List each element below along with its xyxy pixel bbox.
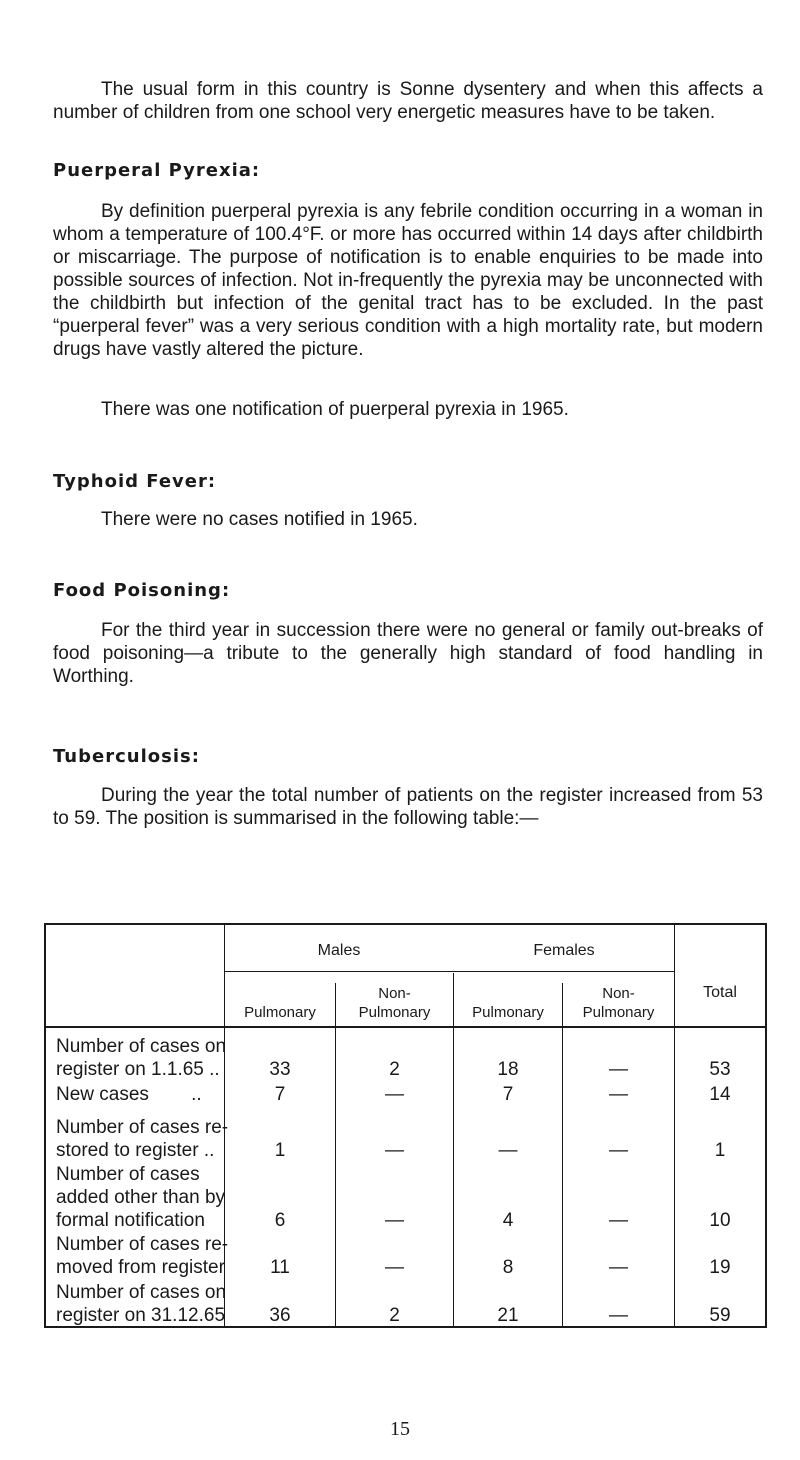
header-females: Females <box>533 942 595 959</box>
table-cell: 7 <box>502 1084 514 1105</box>
tuberculosis-paragraph: During the year the total number of patients on the register increased from 53 to 59. The position is summarised in the following table:— <box>53 785 763 829</box>
table-row-label: Number of cases on register on 1.1.65 .. <box>56 1036 227 1080</box>
table-cell: 14 <box>709 1084 731 1105</box>
tuberculosis-register-table <box>44 923 767 1328</box>
table-cell: 7 <box>274 1084 286 1105</box>
heading-food-poisoning: Food Poisoning: <box>53 580 231 601</box>
typhoid-paragraph: There were no cases notified in 1965. <box>101 509 418 530</box>
table-cell: — <box>385 1140 404 1161</box>
food-poisoning-paragraph: For the third year in succession there were no general or family out-breaks of food poisoning—a tribute to the generally high standard of food handling in Worthing. <box>53 620 763 687</box>
table-cell: 21 <box>497 1305 519 1326</box>
header-males: Males <box>317 942 361 959</box>
header-males-non-pulmonary: Non- Pulmonary <box>358 985 431 1021</box>
table-row-label: New cases .. <box>56 1084 202 1105</box>
table-cell: — <box>609 1084 628 1105</box>
heading-tuberculosis: Tuberculosis: <box>53 746 200 767</box>
header-total: Total <box>703 984 737 1001</box>
table-cell: — <box>385 1257 404 1278</box>
intro-paragraph: The usual form in this country is Sonne dysentery and when this affects a number of children from one school very energetic measures have to be taken. <box>53 79 763 123</box>
table-cell: 8 <box>502 1257 514 1278</box>
header-females-pulmonary: Pulmonary <box>472 1004 544 1021</box>
table-row-label: Number of cases re- moved from register <box>56 1234 229 1278</box>
table-cell: 10 <box>709 1210 731 1231</box>
table-border-top <box>44 923 767 925</box>
table-cell: — <box>609 1210 628 1231</box>
table-row-label: Number of cases re- stored to register .. <box>56 1117 229 1161</box>
table-cell: 36 <box>269 1305 291 1326</box>
table-cell: — <box>385 1084 404 1105</box>
table-cell: 6 <box>274 1210 286 1231</box>
heading-puerperal-pyrexia: Puerperal Pyrexia: <box>53 160 261 181</box>
heading-typhoid-fever: Typhoid Fever: <box>53 471 217 492</box>
table-cell: — <box>385 1210 404 1231</box>
table-group-rule <box>225 971 674 972</box>
table-cell: — <box>609 1305 628 1326</box>
table-cell: — <box>609 1140 628 1161</box>
puerperal-paragraph-2: There was one notification of puerperal pyrexia in 1965. <box>101 399 569 420</box>
header-females-non-pulmonary: Non- Pulmonary <box>582 985 655 1021</box>
puerperal-paragraph-1: By definition puerperal pyrexia is any febrile condition occurring in a woman in whom a temperature of 100.4°F. or more has occurred within 14 days after childbirth or miscarriage. The purpose of notification is to enable enquiries to be made into possible sources of infection. Not in-frequently the pyrexia may be unconnected with the childbirth but infection of the genital tract has to be excluded. In the past “puerperal fever” was a very serious condition with a high mortality rate, but modern drugs have vastly altered the picture. <box>53 201 763 360</box>
table-cell: 18 <box>497 1059 519 1080</box>
table-cell: — <box>609 1059 628 1080</box>
table-cell: — <box>609 1257 628 1278</box>
table-cell: 53 <box>709 1059 731 1080</box>
table-cell: 19 <box>709 1257 731 1278</box>
table-cell: — <box>498 1140 518 1161</box>
table-row-label: Number of cases added other than by formal notification <box>56 1164 226 1231</box>
table-border-left <box>44 923 46 1328</box>
table-cell: 4 <box>502 1210 514 1231</box>
table-cell: 1 <box>274 1140 286 1161</box>
table-border-right <box>765 923 767 1328</box>
table-cell: 59 <box>709 1305 731 1326</box>
table-cell: 33 <box>269 1059 291 1080</box>
table-cell: 1 <box>714 1140 726 1161</box>
table-row-label: Number of cases on register on 31.12.65 <box>56 1282 227 1326</box>
header-males-pulmonary: Pulmonary <box>244 1004 316 1021</box>
table-cell: 11 <box>270 1257 290 1278</box>
table-header-rule <box>44 1026 767 1028</box>
page-number: 15 <box>390 1418 410 1440</box>
table-cell: 2 <box>389 1305 400 1326</box>
table-cell: 2 <box>389 1059 400 1080</box>
